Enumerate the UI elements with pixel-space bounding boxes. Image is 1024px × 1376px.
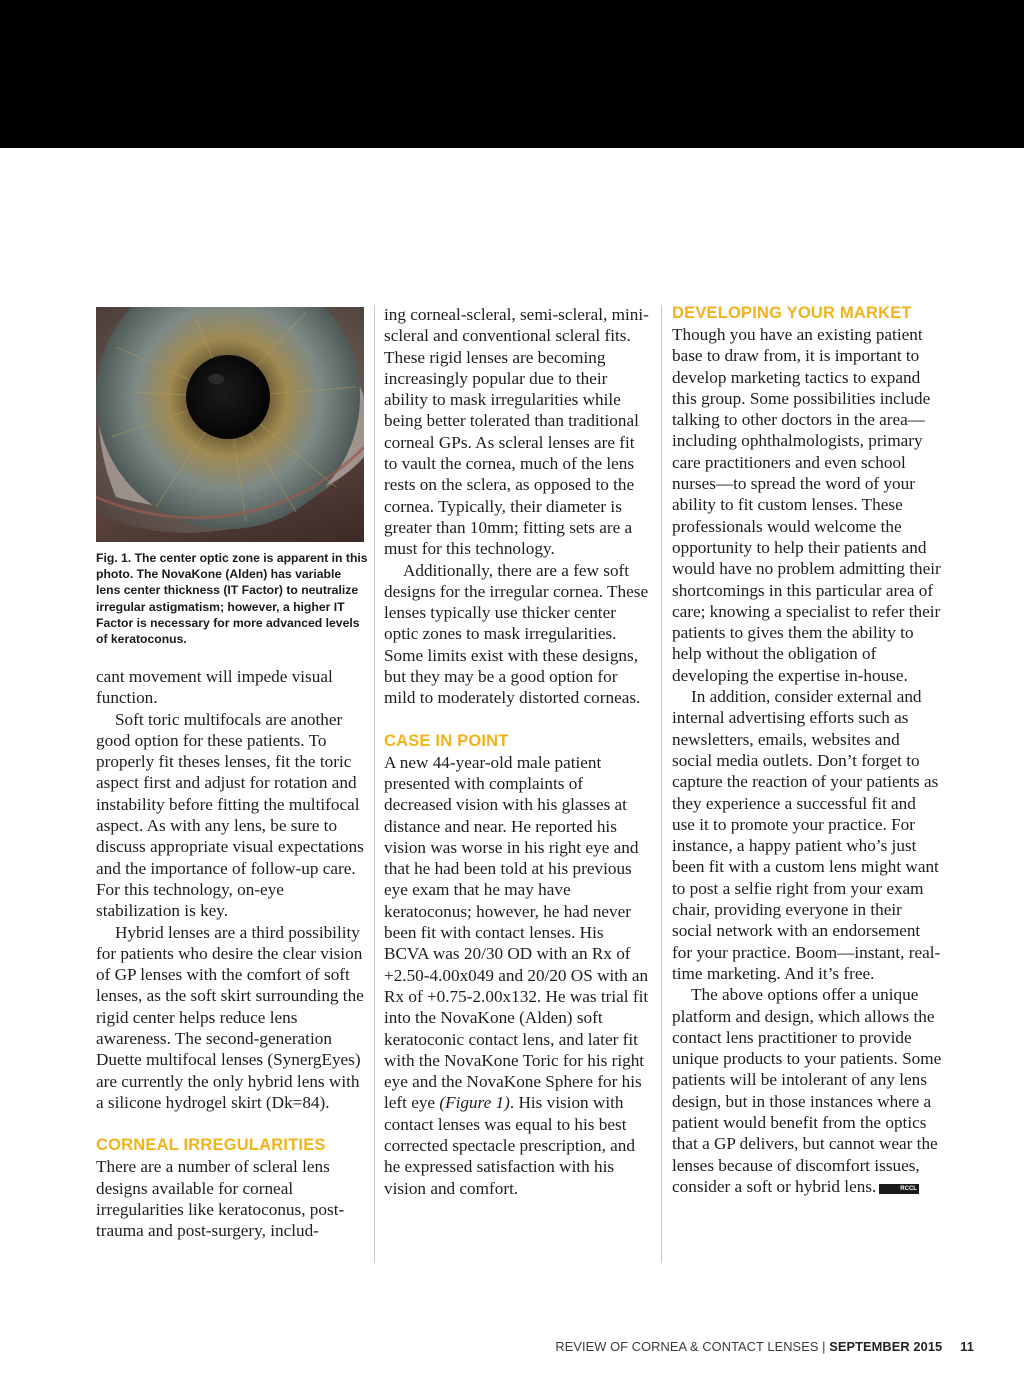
- paragraph: Hybrid lenses are a third possibility for patients who desire the clear vision of GP lenses with the comfort of soft lenses, as the soft skirt surrounding the rigid center helps reduce lens awareness. The second-generation Duette multifocal lenses (SynergEyes) are currently the only hybrid lens with a silicone hydrogel skirt (Dk=84).: [96, 922, 364, 1112]
- page-footer: [555, 1339, 974, 1354]
- paragraph: Though you have an existing patient base to draw from, it is important to develop marketing tactics to expand this group. Some possibilities include talking to other doctors in the area—including ophthalmologists, primary care practitioners and even school nurses—to spread the word of your ability to fit custom lenses. These professionals would welcome the opportunity to help their patients and would have no problem admitting their shortcomings in this particular area of care; knowing a specialist to refer their patients to gives them the ability to help without the obligation of developing the expertise in-house.: [672, 325, 941, 685]
- page-number: 11: [960, 1339, 974, 1354]
- end-mark-logo: RCCL: [879, 1184, 919, 1194]
- figure-image: [96, 307, 364, 542]
- figure-reference: (Figure 1): [439, 1093, 510, 1113]
- case-text-end: . His vision with contact lenses was equal to his best corrected spectacle prescription, and he expressed satisfaction with his vision and comfort.: [384, 1093, 635, 1198]
- figure-caption: Fig. 1. The center optic zone is apparent in this photo. The NovaKone (Alden) has variable lens center thickness (IT Factor) to neutralize irregular astigmatism; however, a higher IT Factor is necessary for more advanced levels of keratoconus.: [96, 551, 368, 647]
- publication-name: REVIEW OF CORNEA & CONTACT LENSES |: [555, 1339, 830, 1354]
- section-heading-case-in-point: CASE IN POINT: [384, 731, 509, 750]
- paragraph: In addition, consider external and internal advertising efforts such as newsletters, emails, websites and social media outlets. Don’t forget to capture the reaction of your patients as they experience a successful fit and use it to promote your practice. For instance, a happy patient who’s just been fit with a custom lens might want to post a selfie right from your exam chair, providing everyone in their social network with an endorsement for your practice. Boom—instant, real-time marketing. And it’s free.: [672, 687, 941, 983]
- paragraph: ing corneal-scleral, semi-scleral, mini-scleral and conventional scleral fits. These rigid lenses are becoming increasingly popular due to their ability to mask irregularities while being better tolerated than traditional corneal GPs. As scleral lenses are fit to vault the cornea, much of the lens rests on the sclera, as opposed to the cornea. Typically, their diameter is greater than 10mm; fitting sets are a must for this technology.: [384, 305, 649, 559]
- paragraph-text: The above options offer a unique platform and design, which allows the contact lens practitioner to provide unique products to your patients. Some patients will be intolerant of any lens design, but in those instances where a patient would benefit from the optics that a GP delivers, but cannot wear the lenses because of discomfort issues, consider a soft or hybrid lens.: [672, 985, 942, 1196]
- issue-date: SEPTEMBER 2015: [829, 1339, 943, 1354]
- paragraph: Additionally, there are a few soft designs for the irregular cornea. These lenses typically use thicker center optic zones to mask irregularities. Some limits exist with these designs, but they may be a good option for mild to moderately distorted corneas.: [384, 560, 649, 708]
- paragraph: Soft toric multifocals are another good option for these patients. To properly fit theses lenses, fit the toric aspect first and adjust for rotation and instability before fitting the multifocal aspect. As with any lens, be sure to discuss appropriate visual expectations and the importance of follow-up care. For this technology, on-eye stabilization is key.: [96, 709, 364, 921]
- case-text: A new 44-year-old male patient presented with complaints of decreased vision with his glasses at distance and near. He reported his vision was worse in his right eye and that he had been told at his previous eye exam that he may have keratoconus; however, he had never been fit with contact lenses. His BCVA was 20/30 OD with an Rx of +2.50-4.00x049 and 20/20 OS with an Rx of +0.75-2.00x132. He was trial fit into the NovaKone (Alden) soft keratoconic contact lens, and later fit with the NovaKone Toric for his right eye and the NovaKone Sphere for his left eye: [384, 752, 649, 1113]
- article-column-1: [96, 666, 366, 1241]
- top-black-banner: [0, 0, 1024, 148]
- paragraph: cant movement will impede visual function.: [96, 667, 333, 708]
- paragraph: [672, 984, 942, 1197]
- article-column-2: [384, 304, 652, 1199]
- eye-photo-graphic: [96, 307, 364, 542]
- column-divider: [374, 305, 375, 1263]
- section-heading-developing-your-market: DEVELOPING YOUR MARKET: [672, 304, 912, 322]
- column-divider: [661, 305, 662, 1263]
- paragraph: There are a number of scleral lens designs available for corneal irregularities like keratoconus, post-trauma and post-surgery, includ-: [96, 1157, 345, 1241]
- section-heading-corneal-irregularities: CORNEAL IRREGULARITIES: [96, 1136, 326, 1155]
- article-column-3: [672, 302, 942, 1197]
- case-paragraph: [384, 752, 652, 1199]
